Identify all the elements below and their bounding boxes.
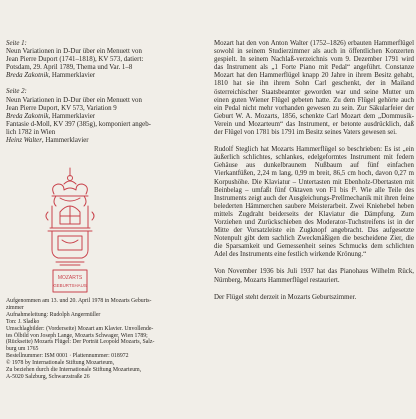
credit-line: Umschlagbilder: (Vorderseite) Mozart am Klavier. Unvollende- [6,325,154,332]
side-2-instrument-2: , Hammerklavier [41,137,89,145]
side-2-line: Fantasie d-Moll, KV 397 (385g), komponiert angeb- [6,120,151,128]
side-1-line: Neun Variationen in D-Dur über ein Menuett von [6,48,142,56]
left-column [6,40,202,145]
side-2-performer-line-2 [6,137,202,145]
side-1-line: Jean Pierre Duport (1741–1818), KV 573, datiert: [6,56,144,64]
paragraph-description: Rudolf Steglich hat Mozarts Hammerflügel so beschrieben: Es ist „ein äußerlich schlichtes, schlankes, edelgeformtes Instrument mit federn Gehäuse aus dunkelbraunem Nußbaum auf fünf einfachen Vierkantfüßen, 2,24 m lang, 0,99 m breit, 86,5 cm hoch, davon 0,27 m Korpushöhe. Die Klaviatur – Untertasten mit Ebenholz-Obertasten mit Beinbelag – umfaßt fünf Oktaven von F1 bis f³. Wie alle Teile des Instruments zeigt auch der Ausgleichungs-Prellmechanik mit ihren feine belederten Hämmerchen saubere Meisterarbeit. Zwei Kniehebel heben mittels Zugdraht beiderseits der Klaviatur die Dämpfung. Zum Vorziehen und Zurückschieben des Moderator-Tuchstreifens ist in der Mitte der Vorsatzleiste ein Zugknopf angebracht. Das aufgesetzte Notenpult gibt dem sachlich Zweckmäßigen die bescheidene Zier, die die Sparsamkeit und Gemessenheit seines Schmucks dem schlichten Adel des Instruments eine festlich wirkende Krönung.“ [214,146,414,259]
logo-text-2: GEBURTSHAUS [53,283,87,288]
side-2-line: Neun Variationen in D-Dur über ein Menuett von [6,96,142,104]
credit-line: © 1978 by Internationale Stiftung Mozarteum, [6,360,115,367]
paragraph-restoration: Von November 1936 bis Juli 1937 hat das Pianohaus Wilhelm Rück, Nürnberg, Mozarts Hammerflügel restauriert. [214,268,414,284]
side-2-instrument: , Hammerklavier [48,112,96,120]
credit-line: Bestellnummer: ISM 0001 · Plattennummer: 018972 [6,353,129,360]
side-2-section [6,88,202,145]
side-1-instrument: , Hammerklavier [48,72,96,80]
side-1-heading: Seite 1: [6,40,27,47]
side-1-line: Potsdam, 29. April 1789, Thema und Var. 1–8 [6,64,133,72]
side-2-performer-2: Heinz Walter [6,137,42,145]
emblem-graphic [42,166,98,296]
credit-line: zimmer [6,304,24,311]
side-2-line: lich 1782 in Wien [6,128,56,136]
credit-line: (Rückseite) Mozarts Flügel: Der Porträt Leopold Mozarts, Salz- [6,339,155,346]
side-1-performer-line [6,72,202,80]
credit-line: Ton: J. Sladko [6,318,40,325]
side-2-performer: Breda Zakotnik [6,112,49,120]
paragraph-history: Mozart hat den von Anton Walter (1752–1826) erbauten Hammerflügel sowohl in seinem Studierzimmer als auch in öffentlichen Konzerten gespielt. In seinem Nachlaß-verzeichnis vom 9. Dezember 1791 wird das Instrument als „1 Forte Piano mit Pedal“ angeführt. Constanze Mozart hat den Hammerflügel knapp 20 Jahre in ihrem Besitz gehabt, 1810 hat sie ihn ihrem Sohn Carl geschenkt, der in Mailand österreichischer Staatsbeamter geworden war und seine Mutter um einen guten Wiener Flügel gebeten hatte. Zu dem Flügel gehörte auch ein Pedal nicht mehr vorhanden gewesen zu sein. Zur Säkularfeier der Geburt W. A. Mozarts, 1856, schenkte Carl Mozart dem „Dommusik-Verein und Mozarteum“ das Instrument, er betonte ausdrücklich, daß der Flügel von 1781 bis 1791 im Besitz seines Vaters gewesen sei. [214,40,414,137]
credits-block [6,298,206,381]
credit-line: tes Ölbild von Joseph Lange, Mozarts Schwager, Wien 1789; [6,332,148,339]
side-2-heading: Seite 2: [6,88,27,96]
credit-line: burg um 1765 [6,346,39,353]
right-column [214,40,414,302]
side-1-section [6,40,202,80]
credit-line: Zu beziehen durch die Internationale Stiftung Mozarteum, [6,367,142,374]
credit-line: A-5020 Salzburg, Schwarzstraße 26 [6,373,90,380]
mozart-geburtshaus-logo [42,166,98,296]
side-2-performer-line [6,113,202,121]
logo-text-1: MOZARTS [57,275,83,281]
side-1-performer: Breda Zakotnik [6,72,49,80]
paragraph-location: Der Flügel steht derzeit in Mozarts Geburtszimmer. [214,293,357,301]
side-2-line: Jean Pierre Duport, KV 573, Variation 9 [6,104,117,112]
credit-line: Aufgenommen am 13. und 20. April 1978 in Mozarts Geburts- [6,298,152,304]
credit-line: Aufnahmeleitung: Rudolph Angermüller [6,311,101,318]
